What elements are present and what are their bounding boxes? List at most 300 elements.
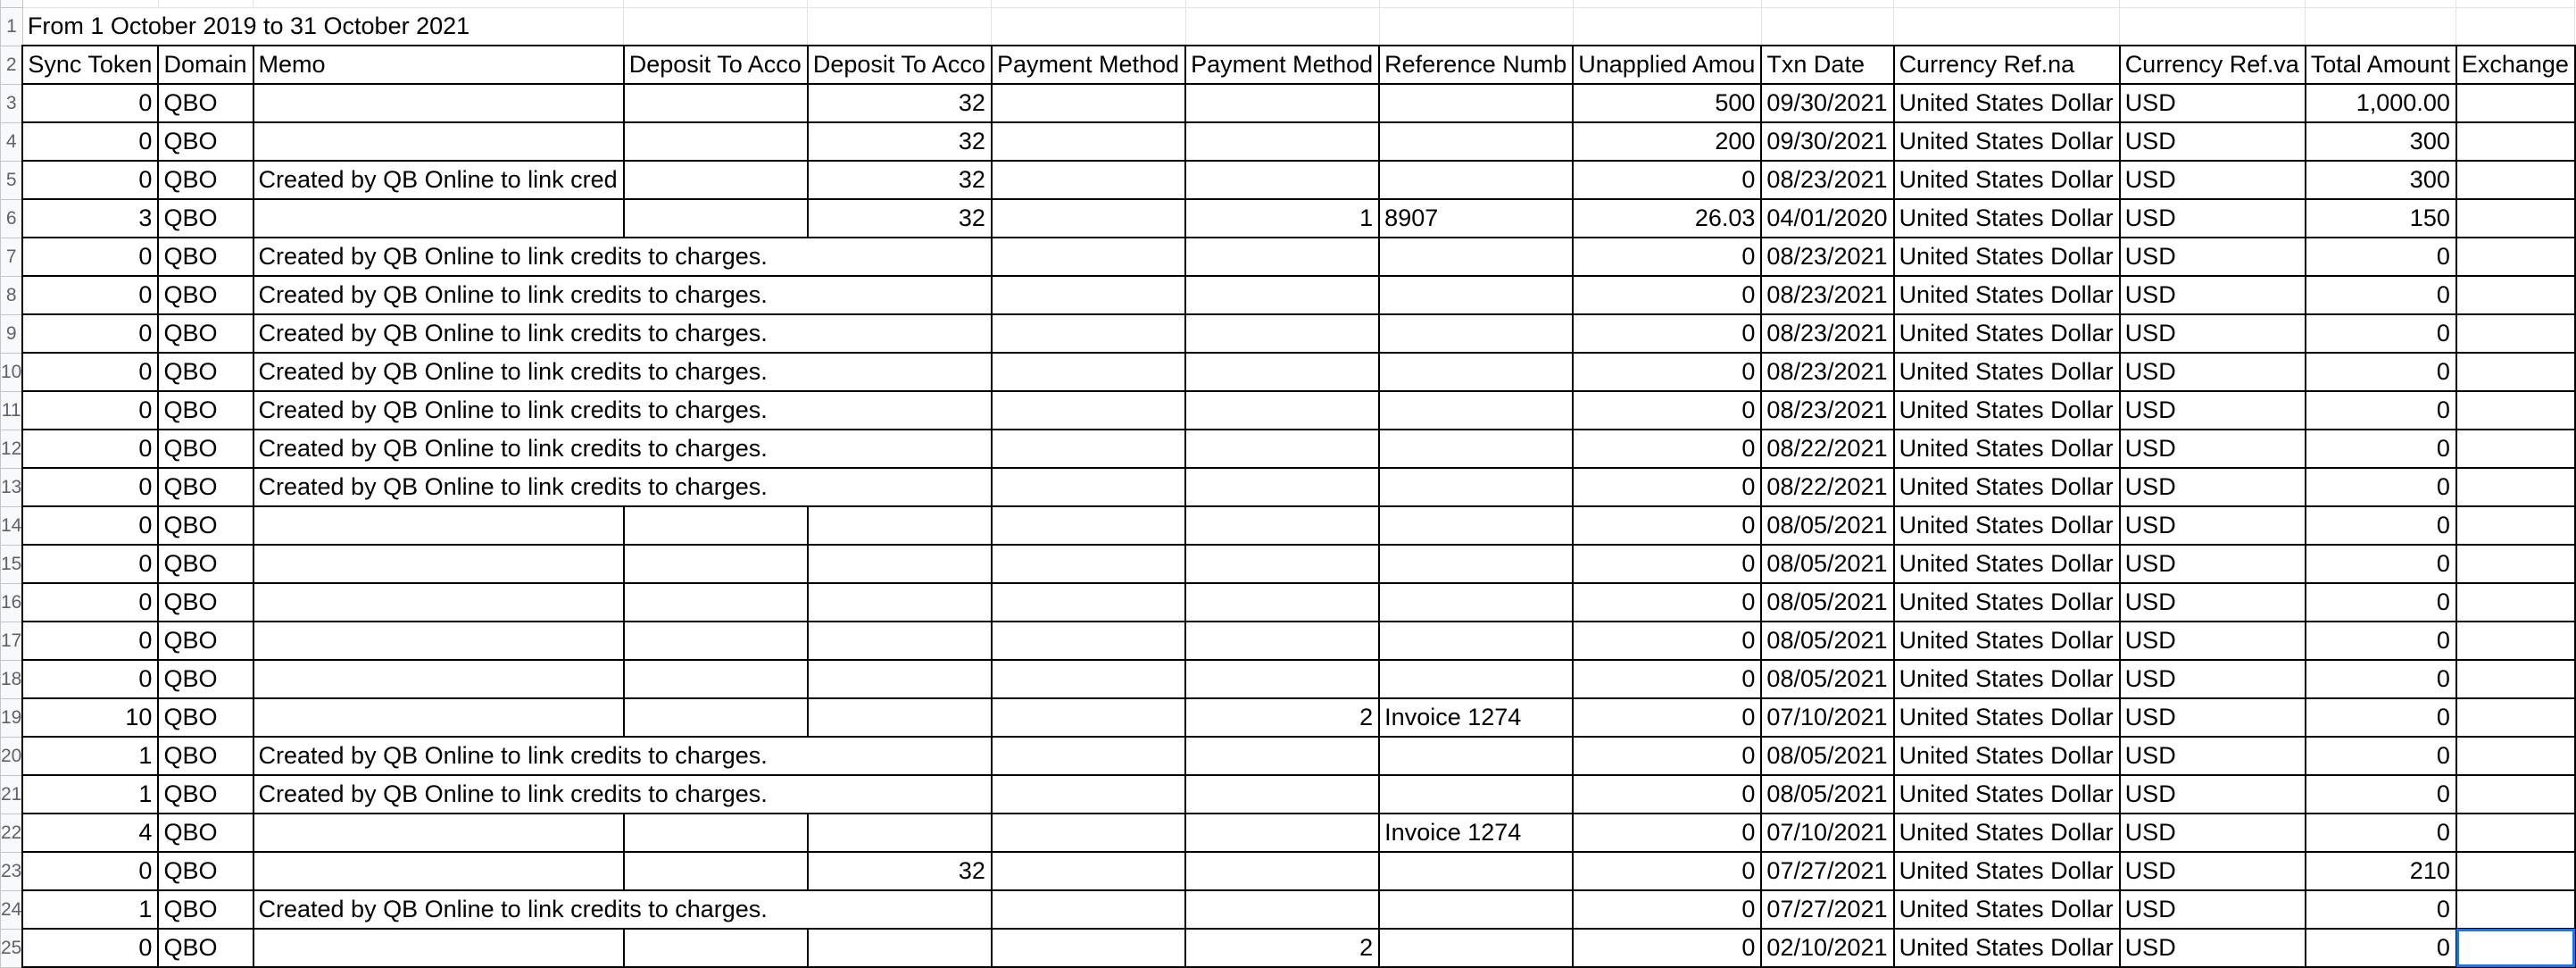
- cell-total[interactable]: 0: [2306, 430, 2456, 468]
- cell-cur-val[interactable]: USD: [2120, 929, 2306, 967]
- cell-ref[interactable]: [1379, 391, 1573, 430]
- cell-sync[interactable]: 0: [22, 391, 158, 430]
- cell-cur-name[interactable]: United States Dollar: [1894, 506, 2120, 545]
- cell-sync[interactable]: 0: [22, 161, 158, 199]
- cell-cur-val[interactable]: USD: [2120, 622, 2306, 660]
- cell-unapplied[interactable]: 0: [1573, 506, 1761, 545]
- cell-memo[interactable]: Created by QB Online to link cred: [253, 161, 624, 199]
- cell-pm-val[interactable]: [1185, 353, 1379, 391]
- cell-memo[interactable]: [253, 199, 624, 238]
- cell-sync[interactable]: 0: [22, 545, 158, 583]
- cell-domain[interactable]: QBO: [158, 430, 253, 468]
- empty-cell[interactable]: [1761, 8, 1893, 46]
- cell-exchange-rate[interactable]: [2456, 852, 2575, 890]
- cell-memo[interactable]: Created by QB Online to link credits to charges.: [253, 276, 992, 314]
- cell-cur-val[interactable]: USD: [2120, 468, 2306, 506]
- cell-ref[interactable]: [1379, 737, 1573, 775]
- cell-cur-name[interactable]: United States Dollar: [1894, 545, 2120, 583]
- cell-pm-val[interactable]: [1185, 314, 1379, 353]
- cell-pm-name[interactable]: [992, 314, 1185, 353]
- cell-unapplied[interactable]: 0: [1573, 852, 1761, 890]
- cell-ref[interactable]: [1379, 276, 1573, 314]
- cell-cur-name[interactable]: United States Dollar: [1894, 737, 2120, 775]
- row-header[interactable]: 21: [1, 775, 23, 814]
- selected-cell[interactable]: [2456, 929, 2575, 967]
- cell-cur-val[interactable]: USD: [2120, 161, 2306, 199]
- row-header[interactable]: 20: [1, 737, 23, 775]
- cell-total[interactable]: 0: [2306, 468, 2456, 506]
- cell-memo[interactable]: [253, 583, 624, 622]
- cell-pm-val[interactable]: [1185, 583, 1379, 622]
- empty-cell[interactable]: [1573, 8, 1761, 46]
- cell-pm-val[interactable]: [1185, 391, 1379, 430]
- cell-unapplied[interactable]: 0: [1573, 890, 1761, 929]
- report-date-range-cell[interactable]: From 1 October 2019 to 31 October 2021: [22, 8, 623, 46]
- cell-sync[interactable]: 0: [22, 506, 158, 545]
- cell-ref[interactable]: [1379, 161, 1573, 199]
- row-header[interactable]: 17: [1, 622, 23, 660]
- cell-cur-val[interactable]: USD: [2120, 276, 2306, 314]
- cell-total[interactable]: 0: [2306, 545, 2456, 583]
- empty-cell[interactable]: [992, 8, 1185, 46]
- cell-cur-name[interactable]: United States Dollar: [1894, 314, 2120, 353]
- cell-pm-name[interactable]: [992, 814, 1185, 852]
- cell-domain[interactable]: QBO: [158, 890, 253, 929]
- cell-unapplied[interactable]: 0: [1573, 737, 1761, 775]
- cell-cur-name[interactable]: United States Dollar: [1894, 622, 2120, 660]
- cell-total[interactable]: 0: [2306, 814, 2456, 852]
- cell-pm-name[interactable]: [992, 276, 1185, 314]
- row-header[interactable]: 19: [1, 698, 23, 737]
- cell-unapplied[interactable]: 26.03: [1573, 199, 1761, 238]
- cell-unapplied[interactable]: 0: [1573, 929, 1761, 967]
- column-header-strip[interactable]: [2120, 0, 2306, 8]
- column-header-strip[interactable]: [1185, 0, 1379, 8]
- cell-pm-name[interactable]: [992, 660, 1185, 698]
- cell-cur-name[interactable]: United States Dollar: [1894, 929, 2120, 967]
- cell-cur-val[interactable]: USD: [2120, 430, 2306, 468]
- column-title-cell[interactable]: Memo: [253, 46, 624, 84]
- cell-dep-name[interactable]: [624, 545, 808, 583]
- cell-dep-name[interactable]: [624, 122, 808, 161]
- cell-ref[interactable]: [1379, 545, 1573, 583]
- cell-pm-name[interactable]: [992, 545, 1185, 583]
- cell-sync[interactable]: 1: [22, 737, 158, 775]
- cell-domain[interactable]: QBO: [158, 84, 253, 122]
- cell-sync[interactable]: 3: [22, 199, 158, 238]
- cell-date[interactable]: 07/27/2021: [1761, 890, 1893, 929]
- cell-unapplied[interactable]: 0: [1573, 583, 1761, 622]
- cell-ref[interactable]: [1379, 468, 1573, 506]
- cell-exchange-rate[interactable]: [2456, 391, 2575, 430]
- cell-cur-name[interactable]: United States Dollar: [1894, 814, 2120, 852]
- cell-total[interactable]: 210: [2306, 852, 2456, 890]
- cell-total[interactable]: 300: [2306, 161, 2456, 199]
- cell-dep-val[interactable]: [808, 583, 992, 622]
- cell-pm-val[interactable]: [1185, 545, 1379, 583]
- cell-ref[interactable]: [1379, 84, 1573, 122]
- cell-domain[interactable]: QBO: [158, 660, 253, 698]
- column-title-cell[interactable]: Deposit To Acco: [808, 46, 992, 84]
- cell-pm-val[interactable]: [1185, 737, 1379, 775]
- cell-ref[interactable]: [1379, 775, 1573, 814]
- cell-cur-val[interactable]: USD: [2120, 506, 2306, 545]
- cell-dep-name[interactable]: [624, 84, 808, 122]
- cell-cur-name[interactable]: United States Dollar: [1894, 238, 2120, 276]
- cell-cur-val[interactable]: USD: [2120, 238, 2306, 276]
- cell-pm-name[interactable]: [992, 353, 1185, 391]
- corner-cell[interactable]: [1, 0, 23, 8]
- cell-unapplied[interactable]: 500: [1573, 84, 1761, 122]
- cell-pm-val[interactable]: [1185, 238, 1379, 276]
- empty-cell[interactable]: [2120, 8, 2306, 46]
- cell-dep-val[interactable]: [808, 929, 992, 967]
- cell-pm-name[interactable]: [992, 161, 1185, 199]
- cell-dep-val[interactable]: 32: [808, 199, 992, 238]
- cell-dep-val[interactable]: [808, 506, 992, 545]
- column-header-strip[interactable]: [1761, 0, 1893, 8]
- cell-exchange-rate[interactable]: [2456, 814, 2575, 852]
- cell-sync[interactable]: 10: [22, 698, 158, 737]
- cell-ref[interactable]: 8907: [1379, 199, 1573, 238]
- cell-ref[interactable]: [1379, 430, 1573, 468]
- cell-memo[interactable]: Created by QB Online to link credits to charges.: [253, 468, 992, 506]
- empty-cell[interactable]: [2456, 8, 2575, 46]
- cell-dep-name[interactable]: [624, 622, 808, 660]
- cell-sync[interactable]: 0: [22, 238, 158, 276]
- column-title-cell[interactable]: Deposit To Acco: [624, 46, 808, 84]
- cell-pm-name[interactable]: [992, 775, 1185, 814]
- cell-domain[interactable]: QBO: [158, 622, 253, 660]
- cell-total[interactable]: 0: [2306, 276, 2456, 314]
- cell-dep-val[interactable]: 32: [808, 84, 992, 122]
- cell-dep-name[interactable]: [624, 929, 808, 967]
- column-title-cell[interactable]: Exchange: [2456, 46, 2575, 84]
- row-header[interactable]: 4: [1, 122, 23, 161]
- cell-date[interactable]: 09/30/2021: [1761, 122, 1893, 161]
- cell-date[interactable]: 07/10/2021: [1761, 698, 1893, 737]
- cell-unapplied[interactable]: 0: [1573, 698, 1761, 737]
- row-header[interactable]: 3: [1, 84, 23, 122]
- cell-sync[interactable]: 1: [22, 890, 158, 929]
- cell-cur-val[interactable]: USD: [2120, 775, 2306, 814]
- cell-sync[interactable]: 0: [22, 430, 158, 468]
- row-header[interactable]: 13: [1, 468, 23, 506]
- column-header-strip[interactable]: [624, 0, 808, 8]
- row-header[interactable]: 7: [1, 238, 23, 276]
- cell-dep-val[interactable]: [808, 698, 992, 737]
- row-header[interactable]: 10: [1, 353, 23, 391]
- cell-sync[interactable]: 0: [22, 583, 158, 622]
- cell-unapplied[interactable]: 0: [1573, 353, 1761, 391]
- cell-total[interactable]: 0: [2306, 391, 2456, 430]
- cell-unapplied[interactable]: 0: [1573, 775, 1761, 814]
- row-header[interactable]: 18: [1, 660, 23, 698]
- cell-cur-name[interactable]: United States Dollar: [1894, 199, 2120, 238]
- cell-exchange-rate[interactable]: [2456, 698, 2575, 737]
- cell-pm-name[interactable]: [992, 391, 1185, 430]
- cell-unapplied[interactable]: 0: [1573, 660, 1761, 698]
- cell-total[interactable]: 300: [2306, 122, 2456, 161]
- cell-domain[interactable]: QBO: [158, 506, 253, 545]
- cell-cur-val[interactable]: USD: [2120, 583, 2306, 622]
- empty-cell[interactable]: [808, 8, 992, 46]
- cell-unapplied[interactable]: 0: [1573, 391, 1761, 430]
- cell-domain[interactable]: QBO: [158, 391, 253, 430]
- cell-pm-name[interactable]: [992, 122, 1185, 161]
- cell-memo[interactable]: Created by QB Online to link credits to charges.: [253, 238, 992, 276]
- cell-memo[interactable]: Created by QB Online to link credits to charges.: [253, 314, 992, 353]
- cell-total[interactable]: 0: [2306, 314, 2456, 353]
- cell-domain[interactable]: QBO: [158, 276, 253, 314]
- cell-total[interactable]: 0: [2306, 890, 2456, 929]
- cell-dep-name[interactable]: [624, 852, 808, 890]
- cell-ref[interactable]: [1379, 583, 1573, 622]
- cell-ref[interactable]: [1379, 353, 1573, 391]
- cell-exchange-rate[interactable]: [2456, 583, 2575, 622]
- cell-date[interactable]: 08/23/2021: [1761, 276, 1893, 314]
- column-title-cell[interactable]: Unapplied Amou: [1573, 46, 1761, 84]
- cell-unapplied[interactable]: 0: [1573, 161, 1761, 199]
- cell-pm-name[interactable]: [992, 698, 1185, 737]
- cell-sync[interactable]: 0: [22, 660, 158, 698]
- cell-cur-name[interactable]: United States Dollar: [1894, 391, 2120, 430]
- cell-pm-name[interactable]: [992, 238, 1185, 276]
- cell-exchange-rate[interactable]: [2456, 890, 2575, 929]
- row-header[interactable]: 22: [1, 814, 23, 852]
- cell-dep-name[interactable]: [624, 698, 808, 737]
- cell-pm-name[interactable]: [992, 430, 1185, 468]
- cell-date[interactable]: 08/23/2021: [1761, 314, 1893, 353]
- cell-total[interactable]: 150: [2306, 199, 2456, 238]
- cell-pm-val[interactable]: [1185, 814, 1379, 852]
- cell-unapplied[interactable]: 0: [1573, 238, 1761, 276]
- cell-cur-val[interactable]: USD: [2120, 698, 2306, 737]
- column-header-strip[interactable]: [253, 0, 624, 8]
- cell-total[interactable]: 0: [2306, 353, 2456, 391]
- column-title-cell[interactable]: Currency Ref.va: [2120, 46, 2306, 84]
- cell-total[interactable]: 0: [2306, 583, 2456, 622]
- cell-exchange-rate[interactable]: [2456, 468, 2575, 506]
- cell-dep-val[interactable]: 32: [808, 852, 992, 890]
- cell-cur-val[interactable]: USD: [2120, 391, 2306, 430]
- cell-pm-val[interactable]: [1185, 506, 1379, 545]
- cell-cur-name[interactable]: United States Dollar: [1894, 468, 2120, 506]
- cell-date[interactable]: 08/05/2021: [1761, 545, 1893, 583]
- column-title-cell[interactable]: Total Amount: [2306, 46, 2456, 84]
- cell-domain[interactable]: QBO: [158, 199, 253, 238]
- cell-date[interactable]: 09/30/2021: [1761, 84, 1893, 122]
- cell-date[interactable]: 08/05/2021: [1761, 737, 1893, 775]
- cell-unapplied[interactable]: 0: [1573, 276, 1761, 314]
- cell-ref[interactable]: [1379, 506, 1573, 545]
- cell-sync[interactable]: 0: [22, 276, 158, 314]
- cell-unapplied[interactable]: 0: [1573, 814, 1761, 852]
- cell-cur-name[interactable]: United States Dollar: [1894, 161, 2120, 199]
- cell-date[interactable]: 08/05/2021: [1761, 622, 1893, 660]
- cell-cur-val[interactable]: USD: [2120, 84, 2306, 122]
- column-header-strip[interactable]: [1379, 0, 1573, 8]
- cell-exchange-rate[interactable]: [2456, 660, 2575, 698]
- column-header-strip[interactable]: [808, 0, 992, 8]
- cell-pm-name[interactable]: [992, 583, 1185, 622]
- cell-cur-name[interactable]: United States Dollar: [1894, 583, 2120, 622]
- row-header[interactable]: 14: [1, 506, 23, 545]
- cell-sync[interactable]: 0: [22, 122, 158, 161]
- cell-dep-name[interactable]: [624, 161, 808, 199]
- cell-date[interactable]: 08/22/2021: [1761, 430, 1893, 468]
- cell-pm-name[interactable]: [992, 199, 1185, 238]
- empty-cell[interactable]: [1379, 8, 1573, 46]
- cell-ref[interactable]: [1379, 890, 1573, 929]
- cell-pm-name[interactable]: [992, 468, 1185, 506]
- cell-date[interactable]: 07/27/2021: [1761, 852, 1893, 890]
- cell-domain[interactable]: QBO: [158, 583, 253, 622]
- cell-domain[interactable]: QBO: [158, 814, 253, 852]
- cell-pm-name[interactable]: [992, 890, 1185, 929]
- cell-date[interactable]: 08/05/2021: [1761, 583, 1893, 622]
- cell-sync[interactable]: 0: [22, 314, 158, 353]
- cell-total[interactable]: 0: [2306, 660, 2456, 698]
- row-header[interactable]: 11: [1, 391, 23, 430]
- cell-date[interactable]: 08/23/2021: [1761, 238, 1893, 276]
- row-header[interactable]: 23: [1, 852, 23, 890]
- cell-exchange-rate[interactable]: [2456, 737, 2575, 775]
- cell-memo[interactable]: [253, 506, 624, 545]
- cell-total[interactable]: 0: [2306, 238, 2456, 276]
- row-header[interactable]: 5: [1, 161, 23, 199]
- cell-exchange-rate[interactable]: [2456, 506, 2575, 545]
- cell-unapplied[interactable]: 200: [1573, 122, 1761, 161]
- cell-total[interactable]: 0: [2306, 929, 2456, 967]
- cell-dep-name[interactable]: [624, 660, 808, 698]
- cell-cur-name[interactable]: United States Dollar: [1894, 353, 2120, 391]
- cell-cur-name[interactable]: United States Dollar: [1894, 122, 2120, 161]
- column-header-strip[interactable]: [2456, 0, 2575, 8]
- cell-pm-val[interactable]: 1: [1185, 199, 1379, 238]
- cell-dep-name[interactable]: [624, 199, 808, 238]
- cell-cur-name[interactable]: United States Dollar: [1894, 890, 2120, 929]
- cell-cur-name[interactable]: United States Dollar: [1894, 84, 2120, 122]
- row-header[interactable]: 16: [1, 583, 23, 622]
- cell-cur-val[interactable]: USD: [2120, 353, 2306, 391]
- cell-dep-val[interactable]: 32: [808, 122, 992, 161]
- column-title-cell[interactable]: Payment Method: [1185, 46, 1379, 84]
- cell-domain[interactable]: QBO: [158, 122, 253, 161]
- column-title-cell[interactable]: Reference Numb: [1379, 46, 1573, 84]
- cell-sync[interactable]: 0: [22, 929, 158, 967]
- cell-sync[interactable]: 4: [22, 814, 158, 852]
- cell-unapplied[interactable]: 0: [1573, 430, 1761, 468]
- cell-memo[interactable]: [253, 698, 624, 737]
- row-header[interactable]: 25: [1, 929, 23, 967]
- cell-ref[interactable]: [1379, 314, 1573, 353]
- cell-date[interactable]: 07/10/2021: [1761, 814, 1893, 852]
- cell-pm-val[interactable]: [1185, 622, 1379, 660]
- empty-cell[interactable]: [624, 8, 808, 46]
- cell-memo[interactable]: [253, 852, 624, 890]
- empty-cell[interactable]: [1894, 8, 2120, 46]
- column-title-cell[interactable]: Domain: [158, 46, 253, 84]
- cell-cur-name[interactable]: United States Dollar: [1894, 852, 2120, 890]
- row-header[interactable]: 6: [1, 199, 23, 238]
- cell-pm-val[interactable]: [1185, 84, 1379, 122]
- cell-memo[interactable]: Created by QB Online to link credits to charges.: [253, 737, 992, 775]
- cell-cur-name[interactable]: United States Dollar: [1894, 276, 2120, 314]
- cell-domain[interactable]: QBO: [158, 698, 253, 737]
- column-title-cell[interactable]: Payment Method: [992, 46, 1185, 84]
- cell-pm-val[interactable]: [1185, 660, 1379, 698]
- cell-date[interactable]: 08/23/2021: [1761, 161, 1893, 199]
- cell-exchange-rate[interactable]: [2456, 545, 2575, 583]
- cell-date[interactable]: 02/10/2021: [1761, 929, 1893, 967]
- cell-sync[interactable]: 0: [22, 622, 158, 660]
- cell-exchange-rate[interactable]: [2456, 353, 2575, 391]
- cell-cur-name[interactable]: United States Dollar: [1894, 430, 2120, 468]
- cell-pm-val[interactable]: [1185, 161, 1379, 199]
- cell-memo[interactable]: [253, 660, 624, 698]
- cell-ref[interactable]: [1379, 929, 1573, 967]
- cell-unapplied[interactable]: 0: [1573, 314, 1761, 353]
- column-header-strip[interactable]: [992, 0, 1185, 8]
- row-header[interactable]: 15: [1, 545, 23, 583]
- column-title-cell[interactable]: Txn Date: [1761, 46, 1893, 84]
- cell-date[interactable]: 08/23/2021: [1761, 353, 1893, 391]
- cell-dep-name[interactable]: [624, 814, 808, 852]
- cell-domain[interactable]: QBO: [158, 929, 253, 967]
- cell-cur-val[interactable]: USD: [2120, 545, 2306, 583]
- cell-exchange-rate[interactable]: [2456, 430, 2575, 468]
- cell-dep-val[interactable]: 32: [808, 161, 992, 199]
- cell-memo[interactable]: [253, 84, 624, 122]
- cell-pm-name[interactable]: [992, 737, 1185, 775]
- cell-pm-name[interactable]: [992, 852, 1185, 890]
- empty-cell[interactable]: [2306, 8, 2456, 46]
- column-header-strip[interactable]: [2306, 0, 2456, 8]
- cell-cur-name[interactable]: United States Dollar: [1894, 775, 2120, 814]
- cell-pm-val[interactable]: 2: [1185, 929, 1379, 967]
- cell-total[interactable]: 0: [2306, 775, 2456, 814]
- cell-memo[interactable]: Created by QB Online to link credits to charges.: [253, 430, 992, 468]
- cell-pm-val[interactable]: [1185, 122, 1379, 161]
- cell-memo[interactable]: Created by QB Online to link credits to charges.: [253, 391, 992, 430]
- row-header[interactable]: 1: [1, 8, 23, 46]
- cell-cur-name[interactable]: United States Dollar: [1894, 698, 2120, 737]
- cell-dep-val[interactable]: [808, 622, 992, 660]
- cell-cur-val[interactable]: USD: [2120, 199, 2306, 238]
- cell-domain[interactable]: QBO: [158, 737, 253, 775]
- cell-pm-val[interactable]: [1185, 890, 1379, 929]
- cell-unapplied[interactable]: 0: [1573, 622, 1761, 660]
- cell-sync[interactable]: 0: [22, 84, 158, 122]
- cell-date[interactable]: 04/01/2020: [1761, 199, 1893, 238]
- cell-exchange-rate[interactable]: [2456, 276, 2575, 314]
- cell-dep-val[interactable]: [808, 545, 992, 583]
- cell-ref[interactable]: [1379, 622, 1573, 660]
- cell-exchange-rate[interactable]: [2456, 314, 2575, 353]
- cell-total[interactable]: 0: [2306, 506, 2456, 545]
- cell-memo[interactable]: Created by QB Online to link credits to charges.: [253, 775, 992, 814]
- cell-cur-val[interactable]: USD: [2120, 122, 2306, 161]
- cell-ref[interactable]: Invoice 1274: [1379, 814, 1573, 852]
- cell-domain[interactable]: QBO: [158, 852, 253, 890]
- row-header[interactable]: 24: [1, 890, 23, 929]
- cell-domain[interactable]: QBO: [158, 545, 253, 583]
- cell-pm-name[interactable]: [992, 929, 1185, 967]
- cell-pm-name[interactable]: [992, 622, 1185, 660]
- cell-pm-val[interactable]: [1185, 276, 1379, 314]
- cell-date[interactable]: 08/22/2021: [1761, 468, 1893, 506]
